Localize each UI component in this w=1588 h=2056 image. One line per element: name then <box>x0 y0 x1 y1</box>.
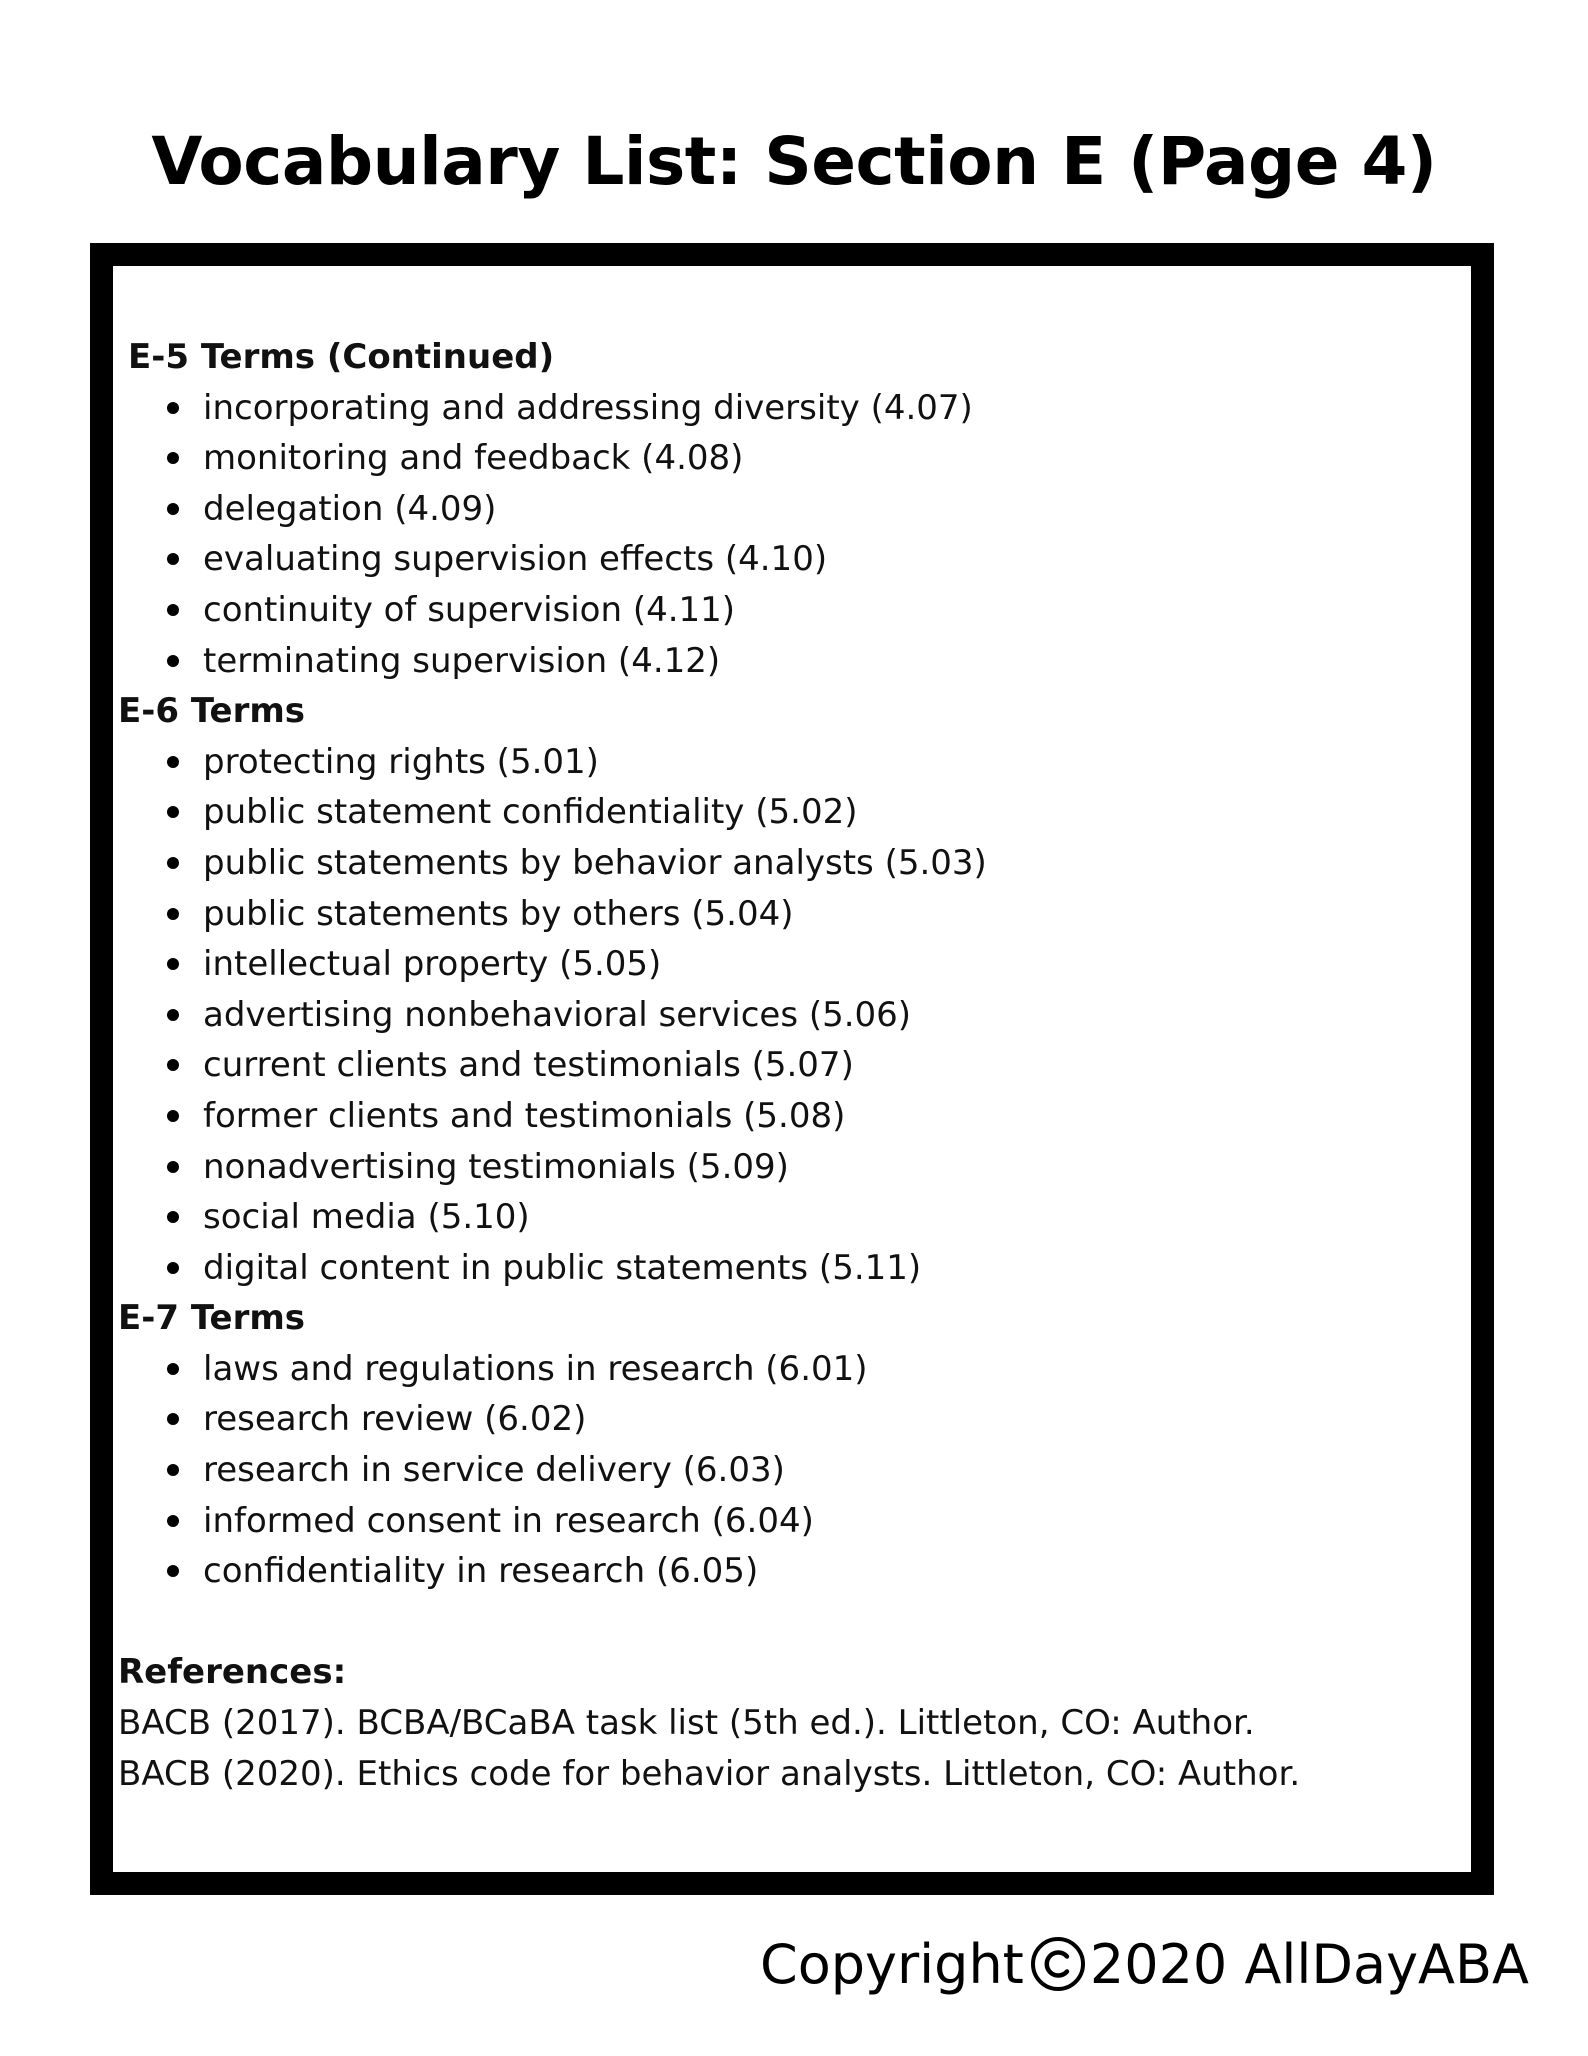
bullet-icon <box>167 553 179 565</box>
bullet-icon <box>167 908 179 920</box>
term-list <box>118 737 1438 1294</box>
term-item <box>118 1496 1438 1547</box>
term-text: incorporating and addressing diversity (4.07) <box>203 387 973 428</box>
bullet-icon <box>167 655 179 667</box>
bullet-icon <box>167 1110 179 1122</box>
reference-entry: BACB (2017). BCBA/BCaBA task list (5th ed.). Littleton, CO: Author. <box>118 1703 1255 1744</box>
term-text: monitoring and feedback (4.08) <box>203 438 744 479</box>
term-text: evaluating supervision effects (4.10) <box>203 539 828 580</box>
bullet-icon <box>167 1515 179 1527</box>
vocabulary-content <box>118 332 1438 1799</box>
term-item <box>118 484 1438 535</box>
term-text: continuity of supervision (4.11) <box>203 589 736 630</box>
term-text: public statement confidentiality (5.02) <box>203 792 858 833</box>
term-text: intellectual property (5.05) <box>203 944 662 985</box>
term-item <box>118 1445 1438 1496</box>
bullet-icon <box>167 503 179 515</box>
bullet-icon <box>167 1464 179 1476</box>
term-item <box>118 636 1438 687</box>
term-text: research in service delivery (6.03) <box>203 1450 785 1491</box>
term-text: nonadvertising testimonials (5.09) <box>203 1146 789 1187</box>
bullet-icon <box>167 806 179 818</box>
term-text: confidentiality in research (6.05) <box>203 1551 759 1592</box>
bullet-icon <box>167 1413 179 1425</box>
bullet-icon <box>167 1059 179 1071</box>
term-text: current clients and testimonials (5.07) <box>203 1045 854 1086</box>
term-text: laws and regulations in research (6.01) <box>203 1348 868 1389</box>
bullet-icon <box>167 756 179 768</box>
bullet-icon <box>167 1161 179 1173</box>
term-item <box>118 737 1438 788</box>
term-item <box>118 990 1438 1041</box>
section-heading: E-6 Terms <box>118 691 305 732</box>
term-text: research review (6.02) <box>203 1399 587 1440</box>
section-e5 <box>118 332 1438 686</box>
bullet-icon <box>167 604 179 616</box>
term-text: former clients and testimonials (5.08) <box>203 1095 846 1136</box>
bullet-icon <box>167 857 179 869</box>
section-heading: E-5 Terms (Continued) <box>128 337 555 377</box>
section-heading: E-7 Terms <box>118 1298 305 1339</box>
bullet-icon <box>167 1363 179 1375</box>
term-item <box>118 383 1438 434</box>
copyright-icon <box>1030 1936 1086 1992</box>
bullet-icon <box>167 402 179 414</box>
copyright-prefix: Copyright <box>760 1933 1024 1996</box>
term-text: protecting rights (5.01) <box>203 741 599 782</box>
term-text: delegation (4.09) <box>203 488 497 529</box>
term-text: terminating supervision (4.12) <box>203 640 721 681</box>
term-text: public statements by others (5.04) <box>203 893 794 934</box>
bullet-icon <box>167 958 179 970</box>
copyright-notice <box>760 1925 1529 2005</box>
term-item <box>118 787 1438 838</box>
term-item <box>118 1192 1438 1243</box>
copyright-suffix: 2020 AllDayABA <box>1089 1933 1529 1996</box>
bullet-icon <box>167 1009 179 1021</box>
term-list <box>118 383 1438 687</box>
reference-entry: BACB (2020). Ethics code for behavior analysts. Littleton, CO: Author. <box>118 1753 1301 1794</box>
term-item <box>118 1344 1438 1395</box>
term-item <box>118 889 1438 940</box>
term-list <box>118 1344 1438 1597</box>
term-item <box>118 1142 1438 1193</box>
term-item <box>118 1040 1438 1091</box>
bullet-icon <box>167 1565 179 1577</box>
section-e7 <box>118 1293 1438 1597</box>
term-text: social media (5.10) <box>203 1197 530 1238</box>
term-item <box>118 1394 1438 1445</box>
term-item <box>118 939 1438 990</box>
term-text: digital content in public statements (5.11) <box>203 1247 922 1288</box>
term-item <box>118 433 1438 484</box>
term-item <box>118 1243 1438 1294</box>
term-item <box>118 838 1438 889</box>
term-text: advertising nonbehavioral services (5.06) <box>203 994 912 1035</box>
term-text: informed consent in research (6.04) <box>203 1500 814 1541</box>
bullet-icon <box>167 1262 179 1274</box>
term-item <box>118 1091 1438 1142</box>
page-title: Vocabulary List: Section E (Page 4) <box>151 123 1437 200</box>
bullet-icon <box>167 1211 179 1223</box>
term-text: public statements by behavior analysts (5.03) <box>203 842 987 883</box>
term-item <box>118 585 1438 636</box>
section-e6 <box>118 686 1438 1293</box>
references <box>118 1647 1438 1799</box>
bullet-icon <box>167 452 179 464</box>
term-item <box>118 534 1438 585</box>
references-heading: References: <box>118 1652 347 1693</box>
term-item <box>118 1546 1438 1597</box>
